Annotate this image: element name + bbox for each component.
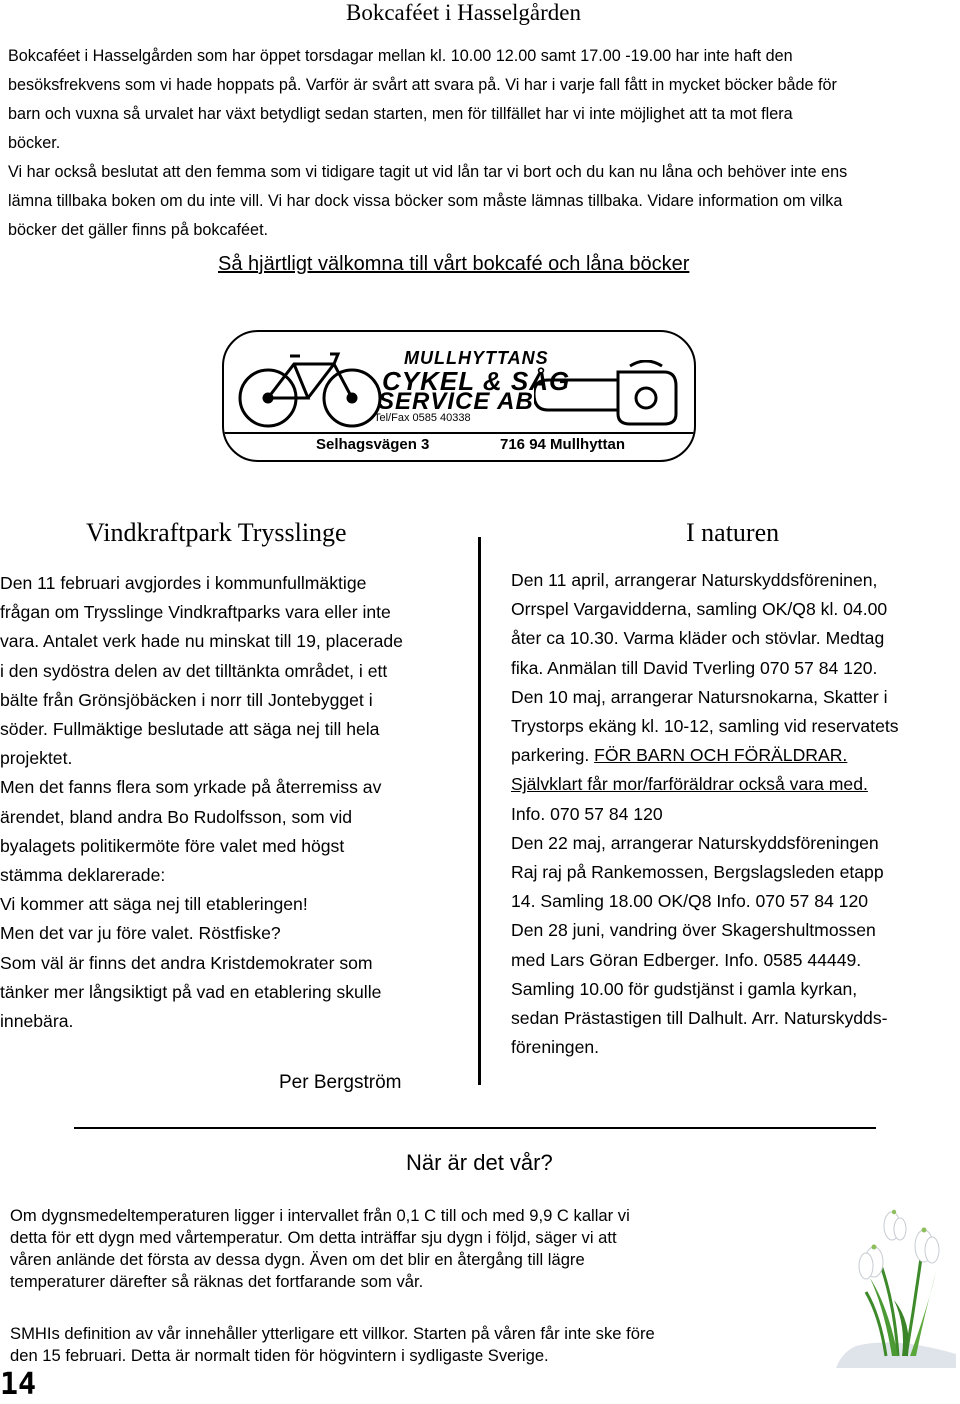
naturen-line: sedan Prästastigen till Dalhult. Arr. Naturskydds- xyxy=(511,1008,888,1029)
naturen-children-note: FÖR BARN OCH FÖRÄLDRAR. xyxy=(594,745,848,766)
var-text xyxy=(10,1205,810,1367)
vindkraft-line: i den sydöstra delen av det tilltänkta området, i ett xyxy=(0,660,388,681)
naturen-line: Raj raj på Rankemossen, Bergslagsleden etapp xyxy=(511,862,884,883)
bokcafe-line: böcker. xyxy=(8,134,61,152)
vindkraft-line: byalagets politikermöte före valet med högst xyxy=(0,835,345,856)
bokcafe-line: lämna tillbaka boken om du inte vill. Vi har dock vissa böcker som måste lämnas tillbaka. Vidare information om vilka xyxy=(8,192,843,210)
naturen-grandparents-note: Självklart får mor/farföräldrar också vara med. xyxy=(511,774,868,795)
naturen-parking: parkering. xyxy=(511,745,590,766)
vindkraft-line: söder. Fullmäktige beslutade att säga nej till hela xyxy=(0,719,380,740)
naturen-title: I naturen xyxy=(686,518,780,547)
bokcafe-title: Bokcaféet i Hasselgården xyxy=(346,0,582,25)
naturen-line: föreningen. xyxy=(511,1037,600,1058)
var-line: detta för ett dygn med vårtemperatur. Om detta inträffar sju dygn i följd, säger vi att xyxy=(10,1228,617,1247)
bokcafe-line: Bokcaféet i Hasselgården som har öppet torsdagar mellan kl. 10.00 12.00 samt 17.00 -19.00 har inte haft den xyxy=(8,47,793,65)
naturen-line xyxy=(511,741,960,770)
naturen-line: åter ca 10.30. Varma kläder och stövlar. Medtag xyxy=(511,628,885,649)
bokcafe-welcome: Så hjärtligt välkomna till vårt bokcafé och låna böcker xyxy=(218,253,690,275)
var-line: temperaturer därefter så räknas det fortfarande som vår. xyxy=(10,1272,424,1291)
bokcafe-line: böcker det gäller finns på bokcaféet. xyxy=(8,221,269,239)
paragraph-gap xyxy=(10,1293,810,1323)
section-divider xyxy=(74,1127,876,1129)
ad-tel: Tel/Fax 0585 40338 xyxy=(374,412,471,424)
vindkraft-line: Vi kommer att säga nej till etableringen! xyxy=(0,894,308,915)
naturen-line: Den 28 juni, vandring över Skagershultmossen xyxy=(511,920,876,941)
bicycle-icon xyxy=(234,340,384,432)
vindkraft-line: tänker mer långsiktigt på vad en etablering skulle xyxy=(0,981,382,1002)
naturen-line: Trystorps ekäng kl. 10-12, samling vid reservatets xyxy=(511,716,899,737)
vindkraft-line: ärendet, bland andra Bo Rudolfsson, som vid xyxy=(0,806,353,827)
var-line: Om dygnsmedeltemperaturen ligger i intervallet från 0,1 C till och med 9,9 C kallar vi xyxy=(10,1206,630,1225)
naturen-text xyxy=(511,566,960,1062)
vindkraft-line: stämma deklarerade: xyxy=(0,865,166,886)
ad-logo xyxy=(222,330,696,462)
vindkraft-title: Vindkraftpark Trysslinge xyxy=(86,518,347,547)
var-title: När är det vår? xyxy=(406,1150,553,1175)
var-line: våren anlände det första av dessa dygn. Även om det blir en återgång till lägre xyxy=(10,1250,585,1269)
ad-address: Selhagsvägen 3 xyxy=(316,436,430,453)
ad-line2: CYKEL & SÅG xyxy=(382,366,571,396)
vindkraft-line: Men det fanns flera som yrkade på återremiss av xyxy=(0,777,382,798)
ad-line3: SERVICE AB xyxy=(378,388,534,415)
ad-city: 716 94 Mullhyttan xyxy=(500,436,626,453)
naturen-line: 14. Samling 18.00 OK/Q8 Info. 070 57 84 120 xyxy=(511,891,869,912)
naturen-line: Den 10 maj, arrangerar Natursnokarna, Skatter i xyxy=(511,686,888,707)
naturen-line: fika. Anmälan till David Tverling 070 57 84 120. xyxy=(511,657,878,678)
vindkraft-line: Den 11 februari avgjordes i kommunfullmäktige xyxy=(0,573,367,593)
chainsaw-icon xyxy=(534,360,684,428)
ad-footer xyxy=(224,432,694,460)
var-line: den 15 februari. Detta är normalt tiden för högvintern i sydligaste Sverige. xyxy=(10,1346,549,1365)
naturen-line: Den 22 maj, arrangerar Naturskyddsföreningen xyxy=(511,832,879,853)
vindkraft-line: frågan om Trysslinge Vindkraftparks vara eller inte xyxy=(0,602,391,623)
ad-line1: MULLHYTTANS xyxy=(404,348,549,368)
bokcafe-line: besöksfrekvens som vi hade hoppats på. Varför är svårt att svara på. Vi har i varje fall fått in mycket böcker både för xyxy=(8,76,837,94)
naturen-line: Samling 10.00 för gudstjänst i gamla kyrkan, xyxy=(511,978,858,999)
vindkraft-line: Som väl är finns det andra Kristdemokrater som xyxy=(0,952,373,973)
vindkraft-line: Men det var ju före valet. Röstfiske? xyxy=(0,923,281,944)
naturen-line: Orrspel Vargavidderna, samling OK/Q8 kl. 04.00 xyxy=(511,599,888,620)
bokcafe-text xyxy=(8,42,958,245)
vindkraft-line: vara. Antalet verk hade nu minskat till 19, placerade xyxy=(0,631,403,652)
vindkraft-text xyxy=(0,569,470,1036)
snowdrop-flower-image xyxy=(836,1196,960,1368)
vindkraft-author: Per Bergström xyxy=(279,1072,402,1093)
var-line: SMHIs definition av vår innehåller ytterligare ett villkor. Starten på våren får inte ske före xyxy=(10,1324,655,1343)
naturen-line: med Lars Göran Edberger. Info. 0585 44449. xyxy=(511,949,862,970)
vindkraft-line: projektet. xyxy=(0,748,73,769)
naturen-line: Info. 070 57 84 120 xyxy=(511,803,663,824)
bokcafe-line: Vi har också beslutat att den femma som vi tidigare tagit ut vid lån tar vi bort och du kan nu låna och behöver inte ens xyxy=(8,163,848,181)
bokcafe-line: barn och vuxna så urvalet har växt betydligt sedan starten, men för tillfället har vi inte möjlighet att ta mot flera xyxy=(8,105,793,123)
column-divider xyxy=(478,537,481,1085)
naturen-line: Den 11 april, arrangerar Naturskyddsföreninen, xyxy=(511,570,878,590)
vindkraft-line: bälte från Grönsjöbäcken i norr till Jontebygget i xyxy=(0,689,373,710)
vindkraft-line: innebära. xyxy=(0,1011,74,1032)
page-number: 14 xyxy=(0,1367,37,1402)
